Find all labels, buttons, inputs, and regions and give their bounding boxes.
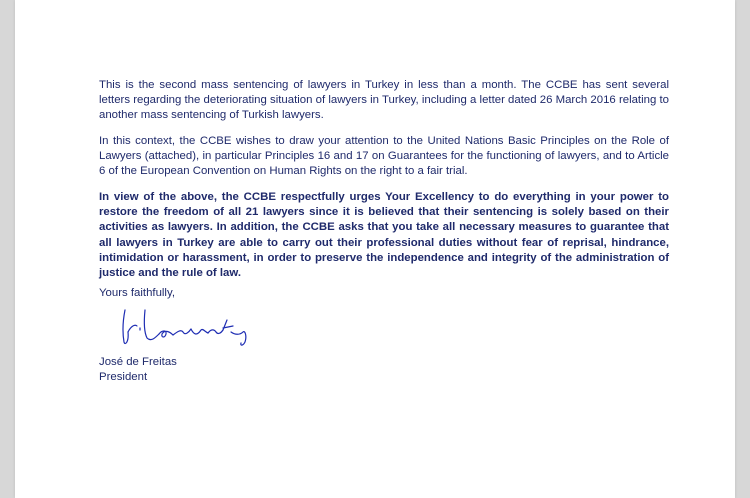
- paragraph-2: In this context, the CCBE wishes to draw your attention to the United Nations Basic Principles on the Role of Lawyers (attached), in particular Principles 16 and 17 on Guarantees for the functioning of lawyers, and to Article 6 of the European Convention on Human Rights on the right to a fair trial.: [99, 135, 669, 178]
- paragraph-1: This is the second mass sentencing of lawyers in Turkey in less than a month. The CCBE has sent several letters regarding the deteriorating situation of lawyers in Turkey, including a letter dated 26 March 2016 relating to another mass sentencing of Turkish lawyers.: [99, 79, 669, 122]
- paragraph-3-bold: In view of the above, the CCBE respectfully urges Your Excellency to do everything in your power to restore the freedom of all 21 lawyers since it is believed that their sentencing is solely based on their activities as lawyers. In addition, the CCBE asks that you take all necessary measures to guarantee that all lawyers in Turkey are able to carry out their professional duties without fear of reprisal, hindrance, intimidation or harassment, in order to preserve the independence and integrity of the administration of justice and the rule of law.: [99, 191, 669, 280]
- document-page: [15, 0, 735, 498]
- handwritten-signature: [107, 302, 267, 352]
- closing-salutation: Yours faithfully,: [99, 287, 175, 299]
- signatory-title: President: [99, 371, 148, 383]
- signatory-name: José de Freitas: [99, 356, 177, 368]
